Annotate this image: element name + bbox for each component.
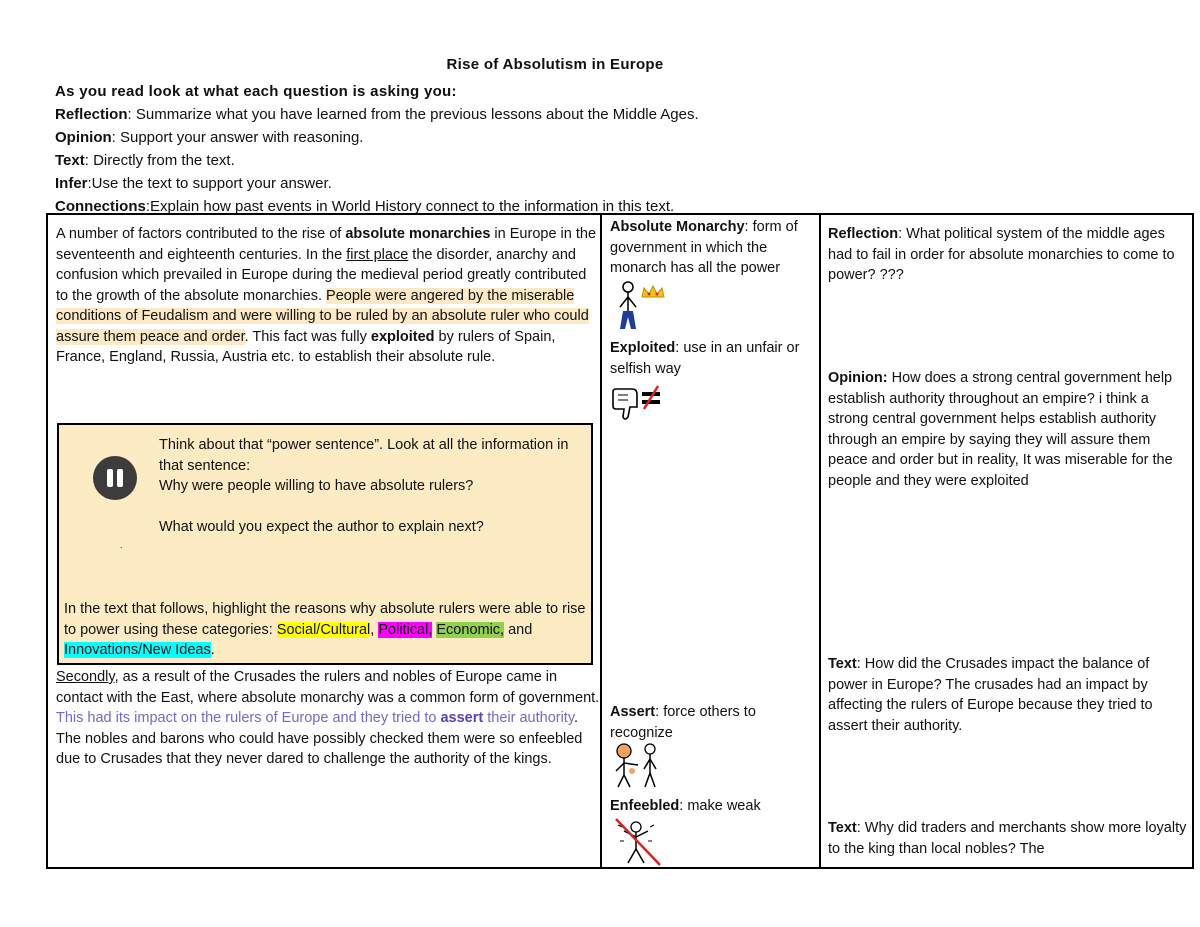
vocab-enfeebled: Enfeebled: make weak [610, 798, 761, 814]
vocab-assert: Assert: force others to recognize [610, 704, 756, 741]
pause-icon [93, 456, 137, 500]
instruction-reflection: Reflection: Summarize what you have learned from the previous lessons about the Middle Ages. [55, 106, 699, 123]
vocab-absolute-monarchy: Absolute Monarchy: form of government in which the monarch has all the power [610, 219, 798, 276]
person-pointing-icon [610, 741, 666, 791]
category-political: Political, [378, 621, 433, 638]
crossed-out-strong-person-icon [610, 817, 666, 867]
instruction-infer: Infer:Use the text to support your answer. [55, 175, 332, 192]
category-economic: Economic, [436, 621, 505, 638]
instructions-lead: As you read look at what each question is asking you: [55, 83, 457, 100]
highlight-instructions: In the text that follows, highlight the reasons why absolute rulers were able to rise to power using these categories: Social/Cultural, Political, Economic, and Innovations/New Ideas. [64, 601, 586, 658]
instruction-text: Text: Directly from the text. [55, 152, 235, 169]
pause-questions: Think about that “power sentence”. Look at all the information in that sentence: Why were people willing to have absolute rulers? What would you expect the author to explain next? [159, 437, 569, 535]
instruction-connections: Connections:Explain how past events in World History connect to the information in this text. [55, 198, 675, 215]
vocab-exploited: Exploited: use in an unfair or selfish way [610, 340, 800, 377]
question-text-traders: Text: Why did traders and merchants show more loyalty to the king than local nobles? The [828, 820, 1187, 857]
reading-table [46, 213, 1194, 869]
pause-and-think-box: Think about that “power sentence”. Look at all the information in that sentence: Why were people willing to have absolute rulers? What would you expect the author to explain next? . In the text that follows, highlight the reasons why absolute rulers were able to rise to power using these categories: Social/Cultural, Political, Economic, and Innovations/New Ideas. [57, 423, 593, 665]
instruction-opinion: Opinion: Support your answer with reasoning. [55, 129, 364, 146]
page-title: Rise of Absolutism in Europe [446, 56, 664, 73]
thumbs-down-not-equal-icon [610, 383, 666, 433]
power-sentence-highlight: People were angered by the miserable conditions of Feudalism and were willing to be ruled by an absolute ruler who could assure them peace and order [56, 287, 589, 345]
column-divider [819, 215, 821, 867]
question-text-crusades: Text: How did the Crusades impact the balance of power in Europe? The crusades had an impact by affecting the rulers of Europe because they tried to assert their authority. [828, 656, 1153, 734]
instructions [55, 80, 699, 218]
category-social-cultural: Social/Cultural [276, 621, 371, 638]
king-with-crown-icon [614, 279, 670, 333]
reading-paragraph-1: A number of factors contributed to the rise of absolute monarchies in Europe in the seventeenth and eighteenth centuries. In the first place the disorder, anarchy and confusion which prevailed in Europe during the medieval period greatly contributed to the growth of the absolute monarchies. People were angered by the miserable conditions of Feudalism and were willing to be ruled by an absolute ruler who could assure them peace and order. This fact was fully exploited by rulers of Spain, France, England, Russia, Austria etc. to establish their absolute rule. [56, 226, 597, 365]
question-reflection: Reflection: What political system of the middle ages had to fail in order for absolute monarchies to come to power? ??? [828, 226, 1175, 283]
category-innovations: Innovations/New Ideas [64, 642, 211, 658]
question-opinion: Opinion: How does a strong central government help establish authority throughout an empire? i think a strong central government helps establish authority through an empire by saying they will assure them peace and order but in reality, It was miserable for the people and they were exploited [828, 370, 1173, 489]
reading-paragraph-2: Secondly, as a result of the Crusades the rulers and nobles of Europe came in contact with the East, where absolute monarchy was a common form of government. This had its impact on the rulers of Europe and they tried to assert their authority. The nobles and barons who could have possibly checked them were so enfeebled due to Crusades that they never dared to challenge the authority of the kings. [56, 669, 600, 767]
